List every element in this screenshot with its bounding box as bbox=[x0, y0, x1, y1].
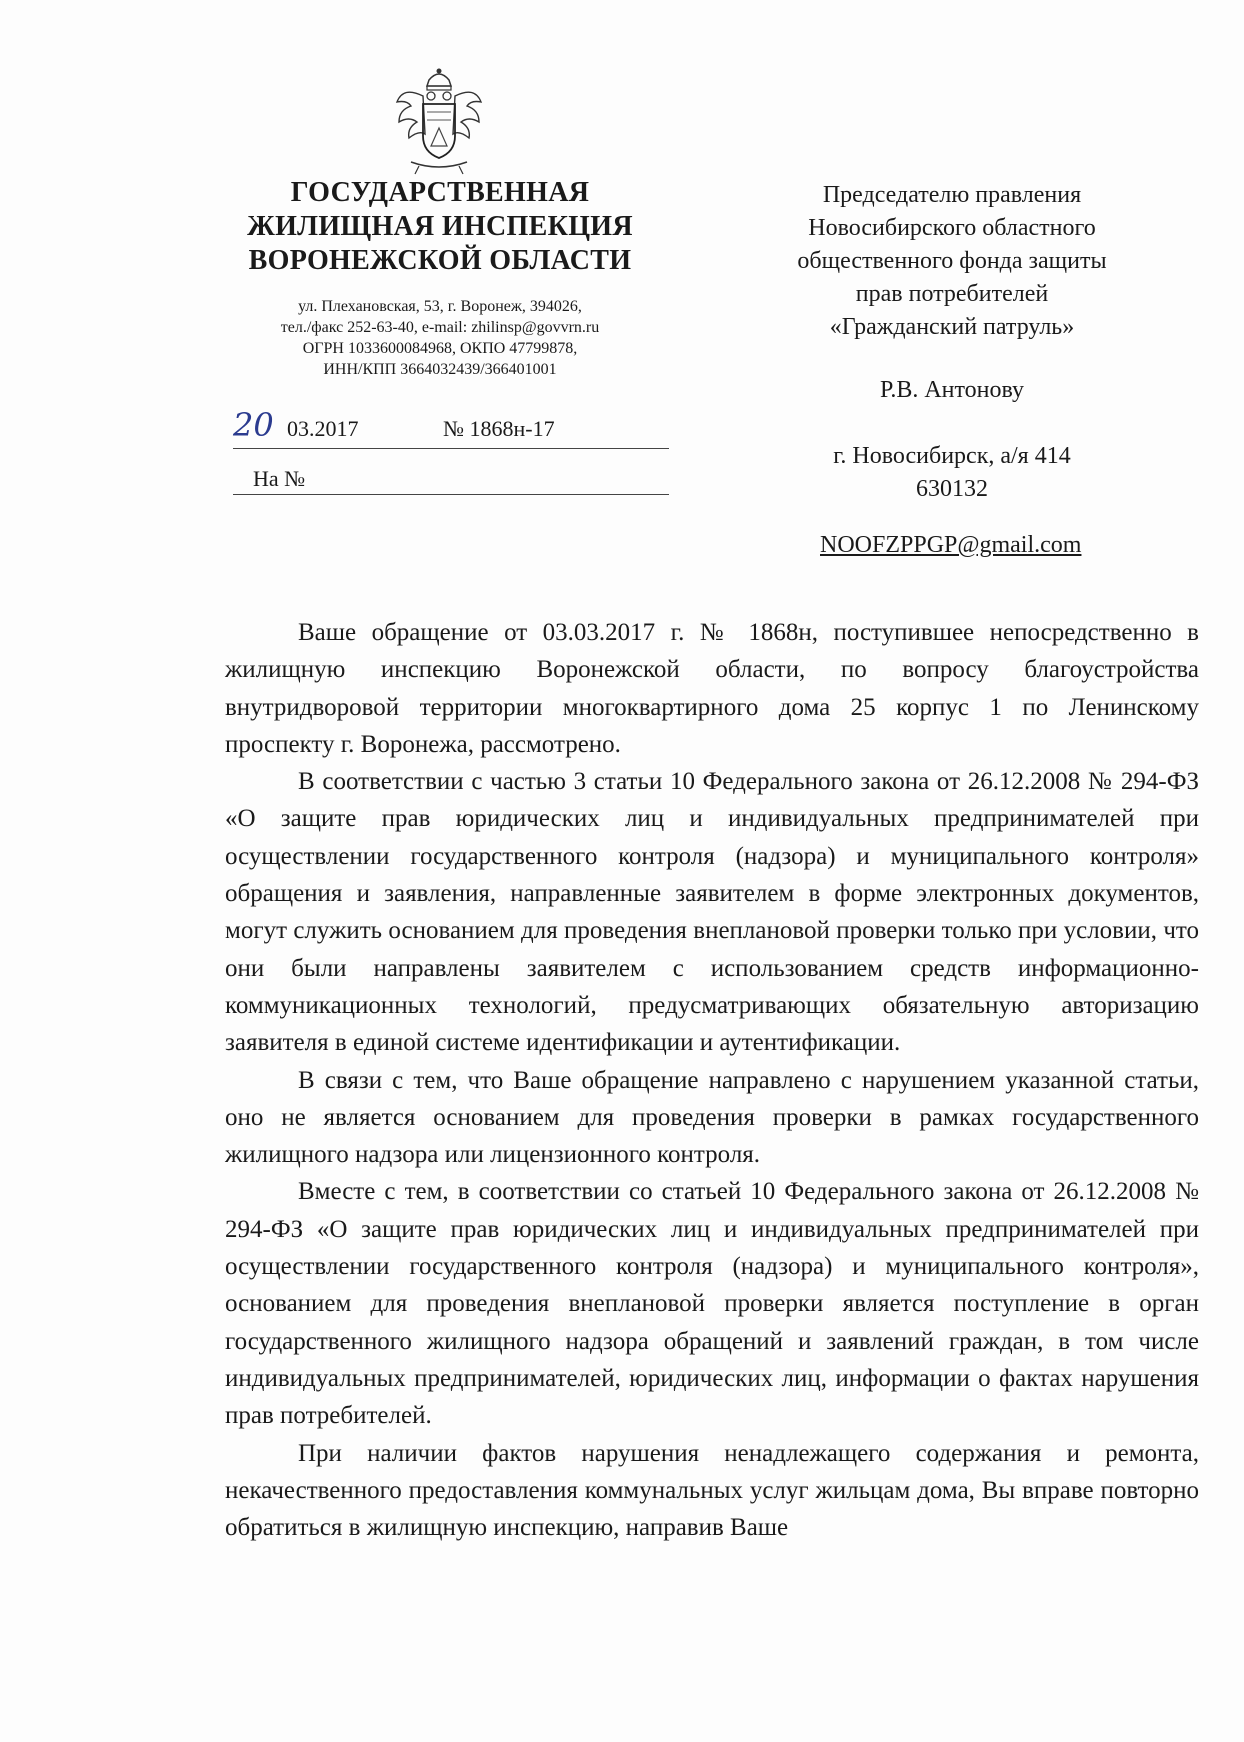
addressee-line: прав потребителей bbox=[855, 281, 1049, 307]
handwritten-day: 20 bbox=[233, 406, 274, 444]
registration-number: № 1868н-17 bbox=[443, 416, 555, 441]
addressee-email: NOOFZPPGP@gmail.com bbox=[820, 532, 1082, 558]
sender-block bbox=[230, 176, 650, 380]
addressee-city: г. Новосибирск, а/я 414 bbox=[833, 443, 1071, 469]
addressee-line: Председателю правления bbox=[822, 182, 1082, 208]
addressee-postcode: 630132 bbox=[916, 476, 988, 502]
address-line: ИНН/КПП 3664032439/366401001 bbox=[323, 361, 557, 378]
reference-label: На № bbox=[253, 466, 306, 491]
letter-body bbox=[225, 614, 1199, 1546]
address-line: ул. Плехановская, 53, г. Воронеж, 394026, bbox=[298, 298, 582, 315]
body-paragraph: В соответствии с частью 3 статьи 10 Федерального закона от 26.12.2008 № 294-ФЗ «О защите прав юридических лиц и индивидуальных предпринимателей при осуществлении государственного контроля (надзора) и муниципального контроля» обращения и заявления, направленные заявителем в форме электронных документов, могут служить основанием для проведения внеплановой проверки только при условии, что они были направлены заявителем с использованием средств информационно-коммуникационных технологий, предусматривающих обязательную авторизацию заявителя в единой системе идентификации и аутентификации. bbox=[225, 768, 1199, 1057]
registration-date: 03.2017 bbox=[287, 416, 359, 441]
body-paragraph: В связи с тем, что Ваше обращение направлено с нарушением указанной статьи, оно не является основанием для проведения проверки в рамках государственного жилищного надзора или лицензионного контроля. bbox=[225, 1066, 1199, 1169]
organization-name-line: ВОРОНЕЖСКОЙ ОБЛАСТИ bbox=[248, 245, 632, 276]
organization-name-line: ЖИЛИЩНАЯ ИНСПЕКЦИЯ bbox=[247, 211, 633, 242]
body-paragraph: При наличии фактов нарушения ненадлежащего содержания и ремонта, некачественного предоставления коммунальных услуг жильцам дома, Вы вправе повторно обратиться в жилищную инспекцию, направив Ваше bbox=[225, 1439, 1199, 1542]
registration-date-number bbox=[233, 406, 669, 449]
address-line: тел./факс 252-63-40, e-mail: zhilinsp@govvrn.ru bbox=[280, 319, 600, 336]
addressee-line: общественного фонда защиты bbox=[797, 248, 1107, 274]
reference-number-line bbox=[233, 466, 669, 495]
addressee-line: Новосибирского областного bbox=[808, 215, 1096, 241]
address-line: ОГРН 1033600084968, ОКПО 47799878, bbox=[302, 340, 578, 357]
body-paragraph: Ваше обращение от 03.03.2017 г. № 1868н, поступившее непосредственно в жилищную инспекцию Воронежской области, по вопросу благоустройства внутридворовой территории многоквартирного дома 25 корпус 1 по Ленинскому проспекту г. Воронежа, рассмотрено. bbox=[225, 619, 1199, 758]
body-paragraph: Вместе с тем, в соответствии со статьей 10 Федерального закона от 26.12.2008 № 294-ФЗ «О защите прав юридических лиц и индивидуальных предпринимателей при осуществлении государственного контроля (надзора) и муниципального контроля», основанием для проведения внеплановой проверки является поступление в орган государственного жилищного надзора обращений и заявлений граждан, в том числе индивидуальных предпринимателей, юридических лиц, информации о фактах нарушения прав потребителей. bbox=[225, 1178, 1199, 1430]
addressee-name: Р.В. Антонову bbox=[879, 377, 1025, 403]
organization-address bbox=[230, 296, 650, 380]
addressee-block bbox=[742, 179, 1162, 344]
addressee-line: «Гражданский патруль» bbox=[829, 314, 1075, 340]
organization-name-line: ГОСУДАРСТВЕННАЯ bbox=[290, 177, 590, 208]
addressee-postal bbox=[742, 440, 1162, 506]
coat-of-arms-icon bbox=[393, 66, 485, 176]
organization-name bbox=[230, 176, 650, 278]
